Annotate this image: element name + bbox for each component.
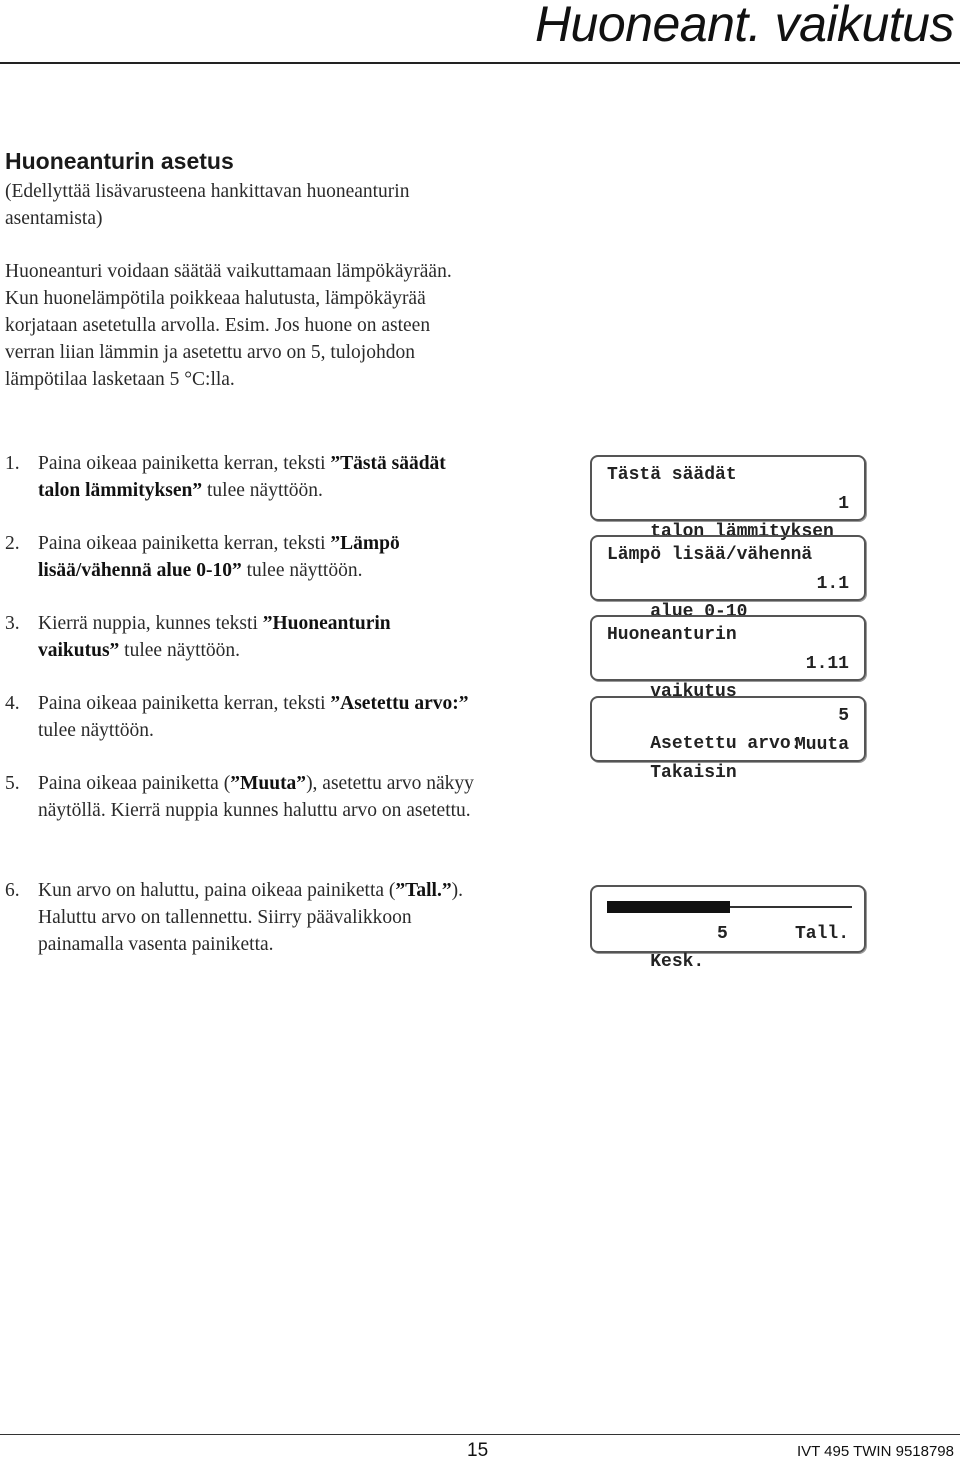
lcd-display-1 xyxy=(590,455,866,542)
lcd-line-2: talon lämmityksen xyxy=(650,522,834,542)
lcd-line-1: Huoneanturin xyxy=(607,625,737,645)
section-subtitle: (Edellyttää lisävarusteena hankittavan huoneanturin asentamista) xyxy=(5,181,410,229)
step-display-text: ”Asetettu arvo:” xyxy=(330,693,469,714)
lcd-display-4 xyxy=(590,696,866,783)
step-6 xyxy=(5,877,475,958)
document-id: IVT 495 TWIN 9518798 xyxy=(796,1443,954,1460)
step-3 xyxy=(5,610,475,664)
step-text: Paina oikeaa painiketta kerran, teksti xyxy=(38,453,331,474)
step-display-text: ”Huoneanturin vaikutus” xyxy=(38,613,391,661)
lcd-value-bar xyxy=(607,901,852,913)
step-number: 5. xyxy=(5,773,20,794)
lcd-cancel-label: Kesk. xyxy=(650,952,705,972)
lcd-bar-fill xyxy=(607,901,730,913)
step-number: 2. xyxy=(5,533,20,554)
lcd-value: 5 xyxy=(717,924,728,944)
lcd-menu-code: 1.11 xyxy=(805,654,849,674)
page-title: Huoneant. vaikutus xyxy=(534,0,954,52)
step-text: Paina oikeaa painiketta kerran, teksti xyxy=(38,533,331,554)
step-display-text: ”Lämpö lisää/vähennä alue 0-10” xyxy=(38,533,400,581)
intro-paragraph: Huoneanturi voidaan säätää vaikuttamaan lämpökäyrään. Kun huonelämpötila poikkeaa halutusta, lämpökäyrää korjataan asetetulla arvolla. Esim. Jos huone on asteen verran liian lämmin ja asetettu arvo on 5, tulojohdon lämpötilaa lasketaan 5 °C:lla. xyxy=(5,261,452,390)
step-text: Paina oikeaa painiketta kerran, teksti xyxy=(38,693,331,714)
lcd-line-2: alue 0-10 xyxy=(650,602,748,622)
title-divider xyxy=(0,62,960,64)
lcd-display-2 xyxy=(590,535,866,622)
step-text-end: ). Haluttu arvo on tallennettu. Siirry päävalikkoon painamalla vasenta painiketta. xyxy=(38,880,463,955)
lcd-back-label: Takaisin xyxy=(650,763,737,783)
lcd-setting-value: 5 xyxy=(838,706,849,726)
step-number: 3. xyxy=(5,613,20,634)
step-number: 6. xyxy=(5,880,20,901)
lcd-line-1: Tästä säädät xyxy=(607,465,737,485)
lcd-setting-label: Asetettu arvo: xyxy=(650,734,802,754)
lcd-menu-code: 1 xyxy=(838,494,849,514)
lcd-change-label: Muuta xyxy=(794,735,849,755)
step-text-end: tulee näyttöön. xyxy=(241,560,363,581)
section-heading: Huoneanturin asetus xyxy=(5,148,234,174)
lcd-line-2: vaikutus xyxy=(650,682,737,702)
step-display-text: ”Tästä säädät talon lämmityksen” xyxy=(38,453,446,501)
step-text-end: tulee näyttöön. xyxy=(119,640,241,661)
step-text: Kierrä nuppia, kunnes teksti xyxy=(38,613,263,634)
step-text-end: tulee näyttöön. xyxy=(38,720,154,741)
step-1 xyxy=(5,450,475,504)
step-text: Paina oikeaa painiketta ( xyxy=(38,773,231,794)
lcd-save-label: Tall. xyxy=(794,924,849,944)
step-display-text: ”Muuta” xyxy=(230,773,307,794)
footer-divider xyxy=(0,1434,960,1435)
lcd-menu-code: 1.1 xyxy=(816,574,849,594)
step-text-end: ), asetettu arvo näkyy näytöllä. Kierrä nuppia kunnes haluttu arvo on asetettu. xyxy=(38,773,474,821)
step-5 xyxy=(5,770,475,824)
step-text: Kun arvo on haluttu, paina oikeaa painiketta ( xyxy=(38,880,396,901)
lcd-display-3 xyxy=(590,615,866,702)
step-text-end: tulee näyttöön. xyxy=(202,480,323,501)
page-number: 15 xyxy=(467,1440,489,1461)
step-number: 4. xyxy=(5,693,20,714)
lcd-line-1: Lämpö lisää/vähennä xyxy=(607,545,813,565)
step-4 xyxy=(5,690,475,744)
step-2 xyxy=(5,530,475,584)
lcd-display-5 xyxy=(590,885,866,972)
step-number: 1. xyxy=(5,453,20,474)
step-display-text: ”Tall.” xyxy=(395,880,452,901)
